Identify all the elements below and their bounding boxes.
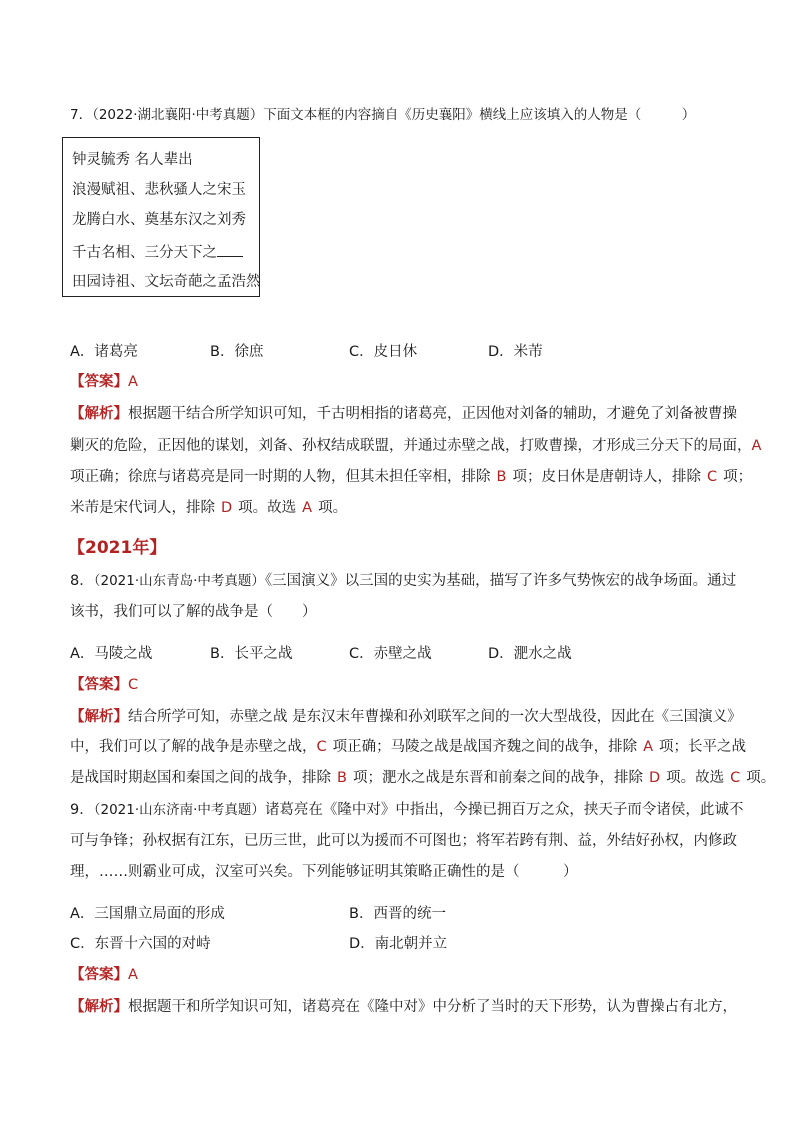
fill-in-blank (217, 242, 243, 257)
analysis-text: 剿灭的危险，正因他的谋划，刘备、孙权结成联盟，并通过赤壁之战，打败曹操，才形成三分天下的局面， (70, 438, 752, 454)
q9-source: （2021·山东济南·中考真题） (93, 802, 265, 818)
q9-option-b: B．西晋的统一 (349, 906, 446, 922)
analysis-text: 根据题干结合所学知识可知，千古明相指的诸葛亮，正因他对刘备的辅助，才避免了刘备被曹操 (128, 406, 737, 422)
q8-option-d: D．淝水之战 (488, 646, 572, 662)
q7-source: （2022·湖北襄阳·中考真题） (92, 107, 264, 123)
analysis-text: 中，我们可以了解的战争是赤壁之战， (70, 739, 317, 755)
q7-analysis-line-1 (70, 404, 737, 424)
q7-analysis-line-3 (70, 467, 752, 487)
q8-stem-line-2: 该书，我们可以了解的战争是（ ） (70, 604, 317, 620)
analysis-label: 【解析】 (70, 406, 128, 422)
analysis-text: 项。 (746, 770, 776, 786)
analysis-text: 是战国时期赵国和秦国之间的战争，排除 (70, 770, 331, 786)
option-ref: D (648, 770, 661, 786)
q8-stem-line-1 (70, 571, 736, 591)
q9-stem-line-1 (70, 800, 743, 820)
answer-label: 【答案】 (70, 677, 128, 693)
analysis-text: 项；长平之战 (659, 739, 747, 755)
option-ref: C (730, 770, 741, 786)
answer-label: 【答案】 (70, 967, 128, 983)
q9-stem-line-3: 理，……则霸业可成，汉室可兴矣。下列能够证明其策略正确性的是（ ） (70, 864, 578, 880)
option-ref: A (302, 500, 313, 516)
poem-line-1: 钟灵毓秀 名人辈出 (72, 152, 193, 168)
q7-answer (70, 372, 138, 392)
poem-line-4-text: 千古名相、三分天下之 (72, 245, 217, 261)
option-ref: C (316, 739, 327, 755)
q7-option-b: B．徐庶 (210, 344, 264, 360)
option-ref: B (337, 770, 347, 786)
answer-value: C (128, 677, 139, 693)
year-heading: 【2021年】 (68, 538, 167, 558)
q7-option-c: C．皮日休 (349, 344, 418, 360)
q9-stem-line-2: 可与争锋；孙权据有江东，已历三世，此可以为援而不可图也；将军若跨有荆、益，外结好孙权，内修政 (70, 833, 737, 849)
analysis-text: 项正确；徐庶与诸葛亮是同一时期的人物，但其未担任宰相，排除 (70, 469, 491, 485)
q7-analysis-line-4 (70, 498, 347, 518)
q9-number: 9． (70, 802, 94, 818)
poem-line-5: 田园诗祖、文坛奇葩之孟浩然 (72, 274, 261, 290)
q9-answer (70, 965, 138, 985)
q7-analysis-line-2 (70, 436, 761, 456)
q7-number: 7． (70, 107, 93, 123)
option-ref: B (496, 469, 507, 485)
option-ref: C (706, 469, 718, 485)
analysis-text: 结合所学可知，赤壁之战 是东汉末年曹操和孙刘联军之间的一次大型战役，因此在《三国演义》 (128, 709, 742, 725)
q9-option-a: A．三国鼎立局面的形成 (70, 906, 225, 922)
q9-stem-text: 诸葛亮在《隆中对》中指出，今操已拥百万之众，挟天子而令诸侯，此诚不 (264, 802, 744, 818)
analysis-label: 【解析】 (70, 999, 128, 1015)
q8-stem-text: 《三国演义》以三国的史实为基础，描写了许多气势恢宏的战争场面。通过 (264, 573, 737, 589)
analysis-text: 项。故选 (238, 500, 297, 516)
q8-option-c: C．赤壁之战 (349, 646, 432, 662)
answer-value: A (128, 374, 138, 390)
q8-option-b: B．长平之战 (210, 646, 293, 662)
q7-option-d: D．米芾 (488, 344, 543, 360)
q7-stem (70, 105, 695, 125)
analysis-text: 项正确；马陵之战是战国齐魏之间的战争，排除 (332, 739, 638, 755)
option-ref: D (221, 500, 233, 516)
poem-line-3: 龙腾白水、奠基东汉之刘秀 (72, 212, 246, 228)
analysis-text: 米芾是宋代词人，排除 (70, 500, 215, 516)
analysis-text: 项；淝水之战是东晋和前秦之间的战争，排除 (352, 770, 643, 786)
option-ref: A (643, 739, 654, 755)
poem-line-4 (72, 242, 243, 263)
q8-analysis-line-1 (70, 707, 742, 727)
analysis-text: 项； (723, 469, 753, 485)
q9-analysis-line-1 (70, 997, 737, 1017)
q8-analysis-line-3 (70, 768, 775, 788)
q7-text-box (62, 137, 260, 297)
q9-option-d: D．南北朝并立 (349, 936, 448, 952)
analysis-label: 【解析】 (70, 709, 128, 725)
option-ref: A (751, 438, 762, 454)
answer-label: 【答案】 (70, 374, 128, 390)
analysis-text: 项。故选 (666, 770, 725, 786)
q9-option-c: C．东晋十六国的对峙 (70, 936, 211, 952)
q8-number: 8． (70, 573, 94, 589)
q8-source: （2021·山东青岛·中考真题） (93, 573, 265, 589)
poem-line-2: 浪漫赋祖、悲秋骚人之宋玉 (72, 182, 246, 198)
q7-option-a: A．诸葛亮 (70, 344, 138, 360)
analysis-text: 项。 (318, 500, 348, 516)
analysis-text: 根据题干和所学知识可知，诸葛亮在《隆中对》中分析了当时的天下形势，认为曹操占有北方， (128, 999, 737, 1015)
q8-answer (70, 675, 138, 695)
analysis-text: 项；皮日休是唐朝诗人，排除 (512, 469, 701, 485)
q8-analysis-line-2 (70, 737, 746, 757)
answer-value: A (128, 967, 138, 983)
q7-stem-text: 下面文本框的内容摘自《历史襄阳》横线上应该填入的人物是（ ） (263, 107, 696, 123)
q8-option-a: A．马陵之战 (70, 646, 153, 662)
